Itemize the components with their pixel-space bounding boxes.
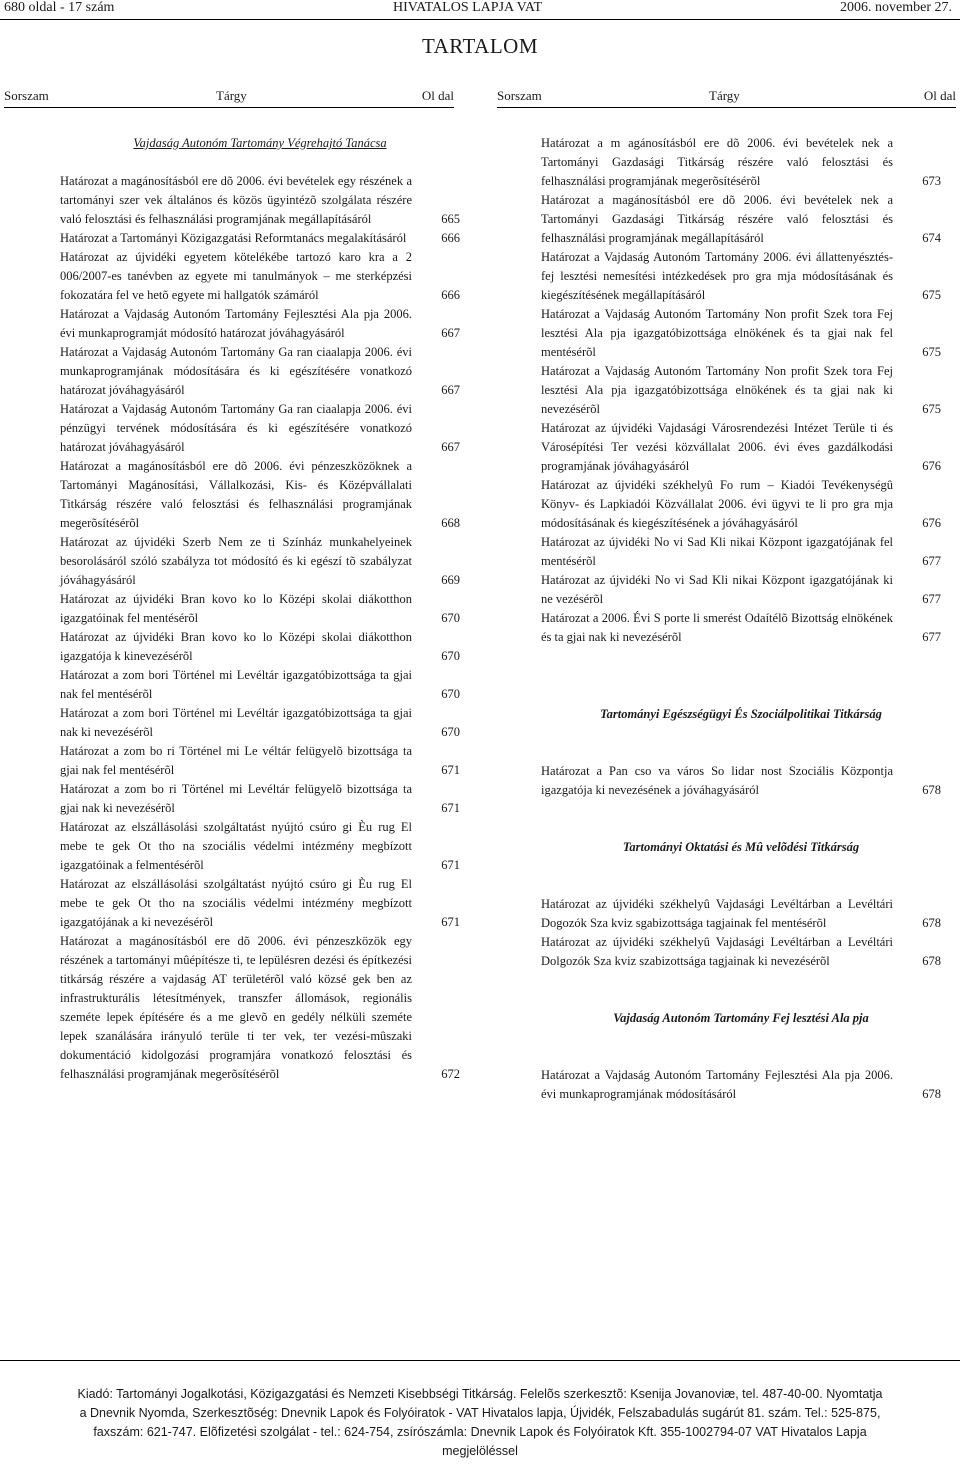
toc-entry-page: 667 bbox=[441, 326, 460, 340]
toc-entry-page: 677 bbox=[922, 630, 941, 644]
left-column-header bbox=[4, 86, 454, 108]
toc-entry-title: Határozat az újvidéki székhelyû Fo rum – Kiadói Tevékenységû Könyv- és Lapkiadói Közvállalat 2006. évi ügyvi te li pro gra mja módosításának és kiegészítésének a jóváhagyásáról bbox=[541, 478, 893, 530]
toc-entry bbox=[541, 191, 941, 248]
imprint-line: faxszám: 621-747. Elõfizetési szolgálat - tel.: 624-754, zsírószámla: Dnevnik Lapok és Folyóiratok Kft. 355-1002794-07 VAT Hivatalos Lapja bbox=[93, 1425, 867, 1439]
toc-entry bbox=[60, 780, 460, 818]
toc-entry-page: 671 bbox=[441, 915, 460, 929]
toc-entry bbox=[541, 419, 941, 476]
imprint-line: Kiadó: Tartományi Jogalkotási, Közigazgatási és Nemzeti Kisebbségi Titkárság. Felelõs szerkesztõ: Ksenija Jovanoviæ, tel. 487-40-00. Nyomtatja bbox=[77, 1387, 883, 1401]
section-title: Tartományi Oktatási és Mû velõdési Titkárság bbox=[622, 840, 860, 854]
toc-entry-page: 675 bbox=[922, 288, 941, 302]
toc-entry-title: Határozat az újvidéki Bran kovo ko lo Középi skolai diákotthon igazgatója k kinevezésérõl bbox=[60, 630, 412, 663]
imprint-line: megjelöléssel bbox=[442, 1444, 518, 1458]
toc-entry-title: Határozat a Vajdaság Autonóm Tartomány Fejlesztési Ala pja 2006. évi munkaprogramját módosító határozat jóváhagyásáról bbox=[60, 307, 412, 340]
toc-entry-page: 678 bbox=[922, 916, 941, 930]
toc-entry-title: Határozat a zom bo ri Történel mi Levéltár felügyelõ bizottsága ta gjai nak ki nevezésérõl bbox=[60, 782, 412, 815]
toc-entry-title: Határozat a zom bori Történel mi Levéltár igazgatóbizottsága ta gjai nak ki nevezésérõl bbox=[60, 706, 412, 739]
toc-entry bbox=[541, 248, 941, 305]
toc-entry-title: Határozat a Vajdaság Autonóm Tartomány Non profit Szek tora Fej lesztési Ala pja igazgatóbizottsága elnökének és ta gjai nak fel mentésérõl bbox=[541, 307, 893, 359]
toc-entry-page: 678 bbox=[922, 954, 941, 968]
toc-entry bbox=[60, 248, 460, 305]
toc-entry-page: 670 bbox=[441, 725, 460, 739]
toc-entry bbox=[541, 571, 941, 609]
toc-entry-title: Határozat a magánosításból ere dõ 2006. évi bevételek nek a Tartományi Gazdasági Titkárság részére való felosztási és felhasználási programjának megállapításáról bbox=[541, 193, 893, 245]
toc-entry bbox=[541, 1066, 941, 1104]
toc-entry-page: 670 bbox=[441, 611, 460, 625]
toc-entry-page: 678 bbox=[922, 783, 941, 797]
toc-entry-page: 676 bbox=[922, 516, 941, 530]
toc-entry bbox=[60, 533, 460, 590]
toc-entry-title: Határozat a magánosításból ere dõ 2006. évi pénzeszközöknek a Tartományi Magánosítási, Vállalkozási, Kis- és Középvállalati Titkárság részére való felosztási és felhasználási programjának megerõsítésérõl bbox=[60, 459, 412, 530]
toc-entry bbox=[60, 172, 460, 229]
toc-entry-title: Határozat a Vajdaság Autonóm Tartomány 2006. évi állattenyésztés-fej lesztési nemesítési intézkedések pro gra mja módosításának és kiegészítésének megállapításáról bbox=[541, 250, 893, 302]
toc-entry bbox=[541, 762, 941, 800]
toc-entry-title: Határozat az újvidéki székhelyû Vajdasági Levéltárban a Levéltári Dolgozók Sza kviz szabizottsága tagjainak ki nevezésérõl bbox=[541, 935, 893, 968]
toc-entries bbox=[60, 172, 460, 1084]
toc-entry-page: 671 bbox=[441, 763, 460, 777]
toc-entry-page: 666 bbox=[441, 231, 460, 245]
toc-entry-page: 675 bbox=[922, 402, 941, 416]
toc-entry-title: Határozat az újvidéki Vajdasági Városrendezési Intézet Terüle ti és Városépítési Ter vezési közvállalat 2006. évi éves gazdálkodási programjának jóváhagyásáról bbox=[541, 421, 893, 473]
toc-entry-title: Határozat a Vajdaság Autonóm Tartomány Non profit Szek tora Fej lesztési Ala pja igazgatóbizottsága elnökének és ta gjai nak ki nevezésérõl bbox=[541, 364, 893, 416]
imprint-footer bbox=[0, 1360, 960, 1461]
toc-entry-title: Határozat az újvidéki Szerb Nem ze ti Színház munkahelyeinek besorolásáról szóló szabályza tot módosító és ki egészí tõ szabályzat jóváhagyásáról bbox=[60, 535, 412, 587]
toc-entry bbox=[60, 305, 460, 343]
toc-entry-page: 678 bbox=[922, 1087, 941, 1101]
toc-entry-page: 672 bbox=[441, 1067, 460, 1081]
page-title: TARTALOM bbox=[421, 34, 539, 58]
toc-entry bbox=[541, 609, 941, 647]
column-header-subject: Tárgy bbox=[216, 88, 247, 103]
section-title: Vajdaság Autonóm Tartomány Fej lesztési Ala pja bbox=[613, 1011, 869, 1025]
toc-entry bbox=[60, 343, 460, 400]
toc-entry bbox=[60, 400, 460, 457]
toc-entry-title: Határozat a 2006. Évi S porte li smerést Odaítélõ Bizottság elnökének és ta gjai nak ki nevezésérõl bbox=[541, 611, 893, 644]
toc-entry-title: Határozat a zom bori Történel mi Levéltár igazgatóbizottsága ta gjai nak fel mentésérõl bbox=[60, 668, 412, 701]
toc-entry-title: Határozat a magánosításból ere dõ 2006. évi pénzeszközök egy részének a tartományi mûépítésze ti, te lepülésren dezési és építkezési titkárság részére a vajdaság AT területérõl való közsé gek ben az infrastrukturális létesítmények, transzfer állomások, regionális szeméte lepek építésére és a me glevõ en gedély nélküli szeméte lepek szanálására irányuló terüle ti ter vek, ter vezési-mûszaki dokumentáció kidolgozási programjára vonatkozó felosztási és felhasználási programjának megerõsítésérõl bbox=[60, 934, 412, 1081]
toc-entry bbox=[541, 305, 941, 362]
toc-entry bbox=[60, 932, 460, 1084]
toc-entry bbox=[541, 362, 941, 419]
toc-entry bbox=[60, 628, 460, 666]
toc-entry-title: Határozat a Vajdaság Autonóm Tartomány Ga ran ciaalapja 2006. évi munkaprogramjának módosítására és ki egészítésére vonatkozó határozat jóváhagyásáról bbox=[60, 345, 412, 397]
section-title: Vajdaság Autonóm Tartomány Végrehajtó Tanácsa bbox=[133, 136, 387, 150]
column-header-number: Sorszam bbox=[497, 88, 542, 103]
toc-entry-title: Határozat az elszállásolási szolgáltatást nyújtó csúro gi Èu rug El mebe te gek Ot tho na szociális védelmi intézmény megbízott igazgatóinak a felmentésérõl bbox=[60, 820, 412, 872]
toc-entry-page: 676 bbox=[922, 459, 941, 473]
section-title: Tartományi Egészségügyi És Szociálpolitikai Titkárság bbox=[600, 707, 882, 721]
column-header-subject: Tárgy bbox=[709, 88, 740, 103]
toc-entry-page: 671 bbox=[441, 858, 460, 872]
toc-entries bbox=[541, 134, 941, 647]
header-date: 2006. november 27. bbox=[840, 0, 952, 15]
toc-entry bbox=[60, 229, 460, 248]
toc-entry bbox=[60, 875, 460, 932]
toc-entry-title: Határozat az újvidéki székhelyû Vajdasági Levéltárban a Levéltári Dogozók Sza kviz sgabizottsága tagjainak fel mentésérõl bbox=[541, 897, 893, 930]
toc-entry-page: 667 bbox=[441, 440, 460, 454]
header-page-number: 680 oldal - 17 szám bbox=[4, 0, 115, 15]
toc-entry-title: Határozat a magánosításból ere dõ 2006. évi bevételek egy részének a tartományi szer vek általános és közös ügyintézõ szolgálata részére való felosztási és felhasználási programjának megállapításáról bbox=[60, 174, 412, 226]
toc-entry-page: 666 bbox=[441, 288, 460, 302]
toc-entry-page: 677 bbox=[922, 592, 941, 606]
toc-entry-title: Határozat az elszállásolási szolgáltatást nyújtó csúro gi Èu rug El mebe te gek Ot tho na szociális védelmi intézmény megbízott igazgatójának a ki nevezésérõl bbox=[60, 877, 412, 929]
imprint-line: a Dnevnik Nyomda, Szerkesztõség: Dnevnik Lapok és Folyóiratok - VAT Hivatalos lapja, Újvidék, Felszabadulás sugárút 81. szám. Tel.: 525-875, bbox=[79, 1406, 881, 1420]
header-publication: HIVATALOS LAPJA VAT bbox=[393, 0, 543, 15]
toc-entries bbox=[541, 1066, 941, 1104]
toc-entries bbox=[541, 895, 941, 971]
toc-entry-title: Határozat a Vajdaság Autonóm Tartomány Ga ran ciaalapja 2006. évi pénzügyi tervének módosítására és ki egészítésére vonatkozó határozat jóváhagyásáról bbox=[60, 402, 412, 454]
toc-entry-page: 671 bbox=[441, 801, 460, 815]
toc-entry bbox=[541, 476, 941, 533]
toc-entry-page: 677 bbox=[922, 554, 941, 568]
toc-entry bbox=[60, 742, 460, 780]
toc-entry-title: Határozat az újvidéki Bran kovo ko lo Középi skolai diákotthon igazgatóinak fel mentésérõl bbox=[60, 592, 412, 625]
toc-entry-title: Határozat az újvidéki No vi Sad Kli nikai Központ igazgatójának ki ne vezésérõl bbox=[541, 573, 893, 606]
toc-entry-title: Határozat a Vajdaság Autonóm Tartomány Fejlesztési Ala pja 2006. évi munkaprogramjának módosításáról bbox=[541, 1068, 893, 1101]
running-header bbox=[0, 0, 960, 20]
toc-entry bbox=[541, 533, 941, 571]
toc-entry-page: 669 bbox=[441, 573, 460, 587]
toc-entry bbox=[60, 457, 460, 533]
right-column bbox=[541, 134, 941, 1104]
toc-entry-title: Határozat a Pan cso va város So lidar nost Szociális Központja igazgatója ki nevezésének a jóváhagyásáról bbox=[541, 764, 893, 797]
toc-entry bbox=[60, 666, 460, 704]
toc-entry-title: Határozat a m agánosításból ere dõ 2006. évi bevételek nek a Tartományi Gazdasági Titkárság részére való felosztási és felhasználási programjának megerõsítésérõl bbox=[541, 136, 893, 188]
toc-entry bbox=[541, 134, 941, 191]
column-header-number: Sorszam bbox=[4, 88, 49, 103]
toc-entry-page: 673 bbox=[922, 174, 941, 188]
toc-entry bbox=[541, 895, 941, 933]
toc-entry-page: 670 bbox=[441, 687, 460, 701]
toc-entry-title: Határozat az újvidéki egyetem kötelékébe tartozó karo kra a 2 006/2007-es tanévben az egyete mi tanulmányok – me sterképzési fokozatára fel ve hetõ egyete mi hallgatók számáról bbox=[60, 250, 412, 302]
toc-entry-title: Határozat az újvidéki No vi Sad Kli nikai Központ igazgatójának fel mentésérõl bbox=[541, 535, 893, 568]
toc-entry-title: Határozat a Tartományi Közigazgatási Reformtanács megalakításáról bbox=[60, 231, 407, 245]
column-header-page: Ol dal bbox=[923, 88, 956, 103]
toc-entry-title: Határozat a zom bo ri Történel mi Le véltár felügyelõ bizottsága ta gjai nak fel mentésérõl bbox=[60, 744, 412, 777]
toc-entry-page: 670 bbox=[441, 649, 460, 663]
toc-entry-page: 668 bbox=[441, 516, 460, 530]
toc-entry-page: 667 bbox=[441, 383, 460, 397]
toc-entry bbox=[541, 933, 941, 971]
right-column-header bbox=[497, 86, 956, 108]
toc-entry-page: 675 bbox=[922, 345, 941, 359]
toc-entry bbox=[60, 818, 460, 875]
toc-entry-page: 674 bbox=[922, 231, 941, 245]
toc-entry bbox=[60, 590, 460, 628]
toc-entry-page: 665 bbox=[441, 212, 460, 226]
left-column bbox=[60, 134, 460, 1084]
toc-entries bbox=[541, 762, 941, 800]
toc-entry bbox=[60, 704, 460, 742]
column-header-page: Ol dal bbox=[421, 88, 454, 103]
